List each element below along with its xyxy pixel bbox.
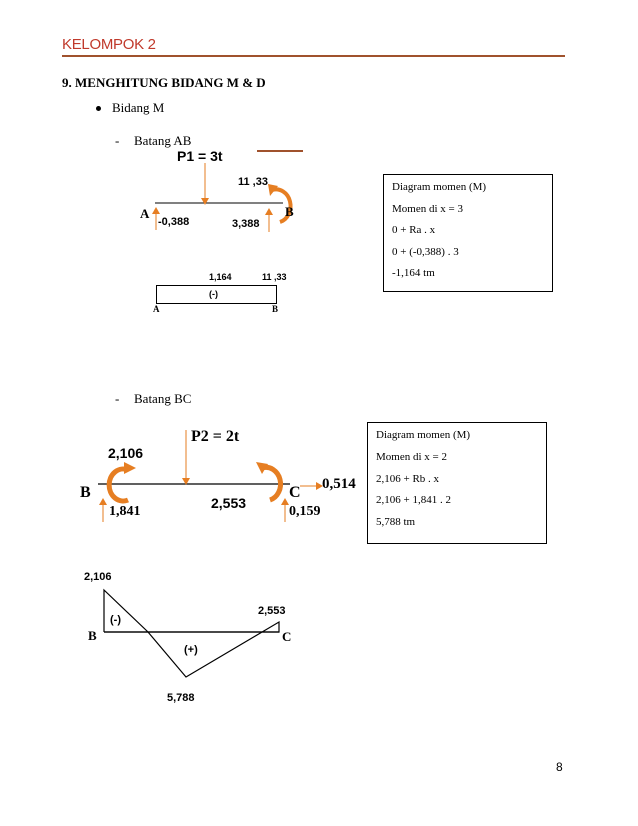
header-title: KELOMPOK 2 xyxy=(62,36,156,53)
bc-horizontal-c: 0,514 xyxy=(322,476,356,492)
section-heading: 9. MENGHITUNG BIDANG M & D xyxy=(62,75,266,90)
ab-diagram-left: 1,164 xyxy=(209,272,232,282)
bc-moment-b: 2,106 xyxy=(108,445,144,461)
ab-reaction-b: 3,388 xyxy=(232,218,260,230)
bc-diagram-node-c: C xyxy=(282,629,292,644)
ab-dash-label: Batang AB xyxy=(134,133,192,148)
ab-node-b: B xyxy=(285,204,294,219)
ab-diagram-sign: (-) xyxy=(209,289,218,299)
bc-box-line2: 2,106 + Rb . x xyxy=(376,473,440,485)
page-number: 8 xyxy=(556,760,563,774)
bc-diagram-left: 2,106 xyxy=(84,571,112,583)
bc-node-b: B xyxy=(80,484,91,501)
bc-diagram-node-b: B xyxy=(88,628,97,643)
bc-reaction-c: 0,159 xyxy=(289,504,321,519)
ab-box-line4: -1,164 tm xyxy=(392,267,435,279)
bc-reaction-b: 1,841 xyxy=(109,504,141,519)
bc-diagram-right: 2,553 xyxy=(258,605,286,617)
bc-node-c: C xyxy=(289,484,301,501)
ab-box-line1: Momen di x = 3 xyxy=(392,203,463,215)
bc-diagram-pos-sign: (+) xyxy=(184,644,198,656)
bc-box-title: Diagram momen (M) xyxy=(376,429,471,441)
bullet-label: Bidang M xyxy=(112,100,165,115)
bc-diagram-bottom: 5,788 xyxy=(167,692,195,704)
bc-dash: - xyxy=(115,391,120,406)
ab-diagram-node-b: B xyxy=(272,304,279,314)
ab-node-a: A xyxy=(140,206,150,221)
ab-box-line3: 0 + (-0,388) . 3 xyxy=(392,246,459,258)
ab-moment-b: 11 ,33 xyxy=(238,176,268,188)
bc-box-line3: 2,106 + 1,841 . 2 xyxy=(376,494,451,506)
bc-box-line4: 5,788 tm xyxy=(376,516,416,528)
bc-box-line1: Momen di x = 2 xyxy=(376,451,447,463)
bc-load-label: P2 = 2t xyxy=(191,428,240,445)
bc-moment-c: 2,553 xyxy=(211,495,247,511)
bc-diagram-neg-sign: (-) xyxy=(110,614,121,626)
ab-load-label: P1 = 3t xyxy=(177,148,223,164)
ab-diagram-right: 11 ,33 xyxy=(262,272,287,282)
ab-box-title: Diagram momen (M) xyxy=(392,181,487,193)
ab-box-line2: 0 + Ra . x xyxy=(392,224,436,236)
ab-dash: - xyxy=(115,133,120,148)
ab-diagram-node-a: A xyxy=(153,304,160,314)
ab-reaction-a: -0,388 xyxy=(158,216,190,228)
bc-dash-label: Batang BC xyxy=(134,391,192,406)
